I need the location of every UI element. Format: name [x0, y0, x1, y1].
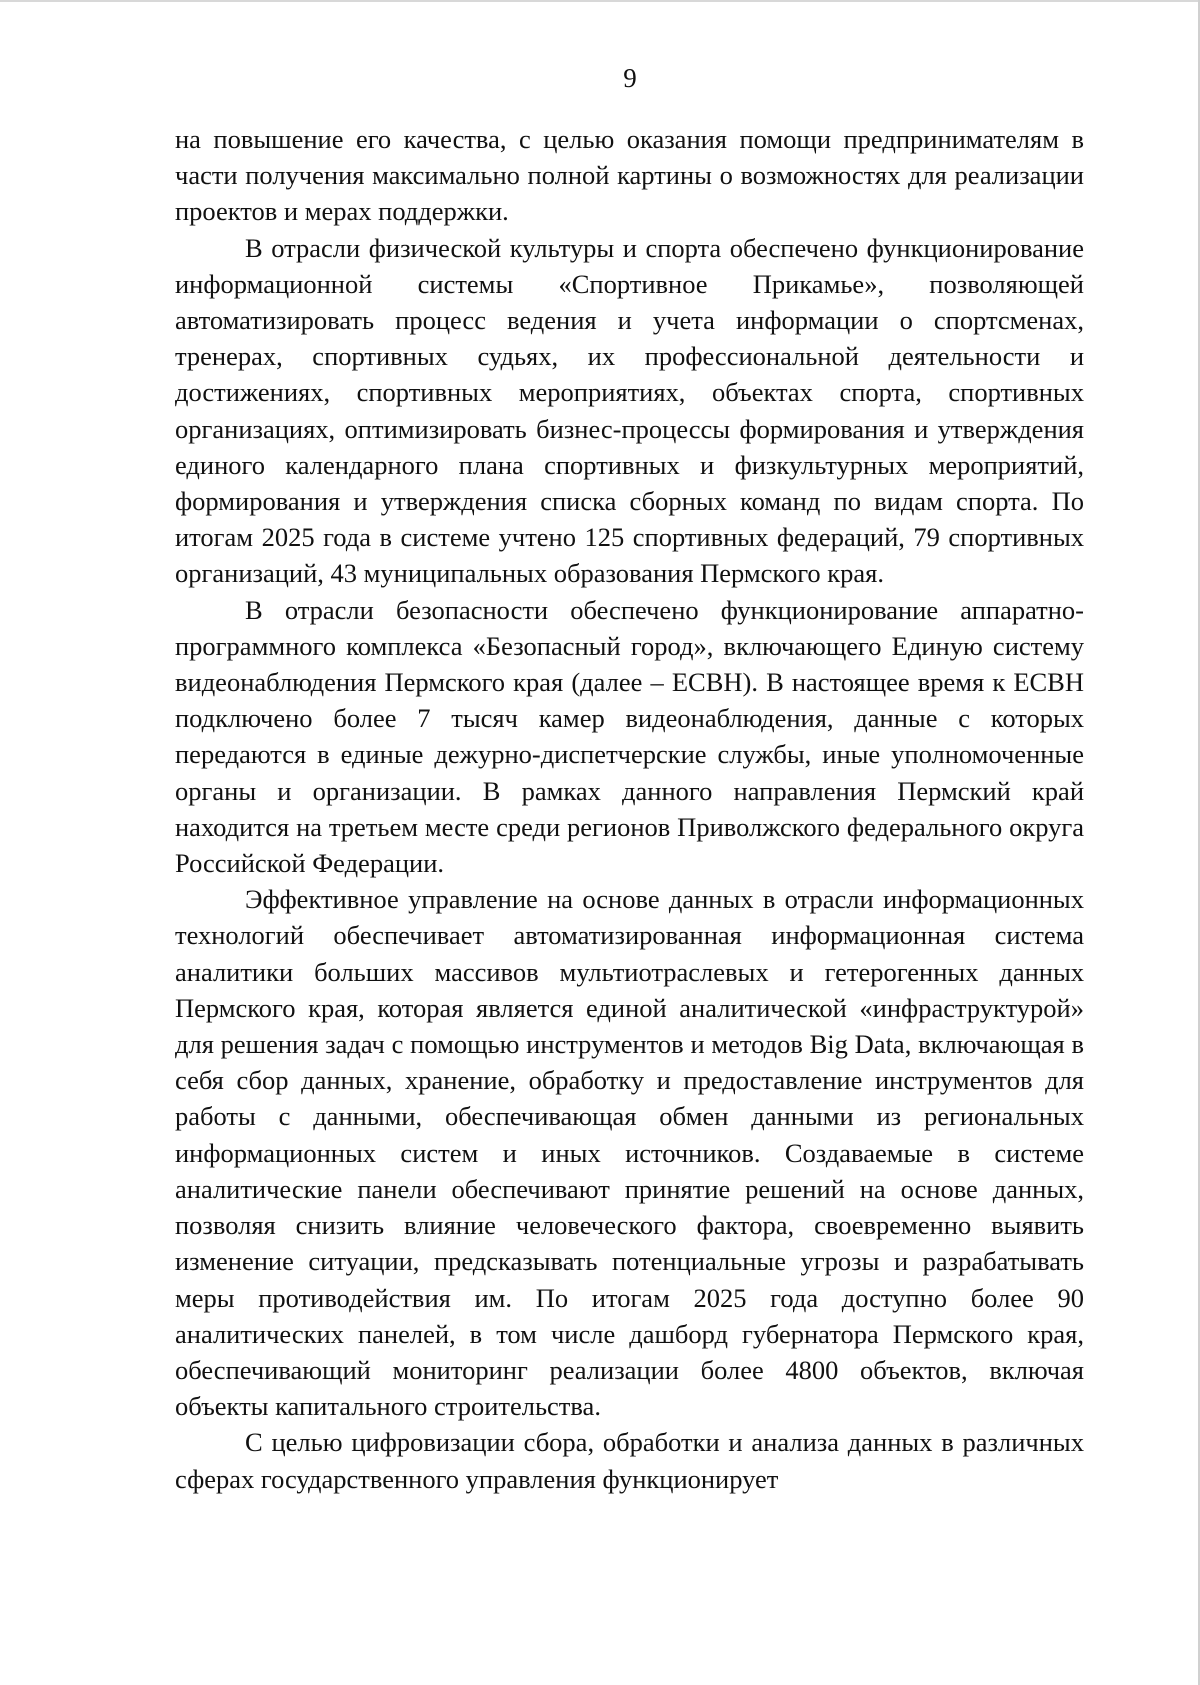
scan-edge-top [0, 0, 1200, 2]
paragraph-continuation: на повышение его качества, с целью оказания помощи предпринимателям в части получения максимально полной картины о возможностях для реализации проектов и мерах поддержки. [175, 124, 1084, 227]
paragraph-security: В отрасли безопасности обеспечено функционирование аппаратно-программного комплекса «Безопасный город», включающего Единую систему видеонаблюдения Пермского края (далее – ЕСВН). В настоящее время к ЕСВН подключено более 7 тысяч камер видеонаблюдения, данные с которых передаются в единые дежурно-диспетчерские службы, иные уполномоченные органы и организации. В рамках данного направления Пермский край находится на третьем месте среди регионов Приволжского федерального округа Российской Федерации. [175, 594, 1084, 879]
paragraph-big-data: Эффективное управление на основе данных в отрасли информационных технологий обеспечивает автоматизированная информационная система аналитики больших массивов мультиотраслевых и гетерогенных данных Пермского края, которая является единой аналитической «инфраструктурой» для решения задач с помощью инструментов и методов Big Data, включающая в себя сбор данных, хранение, обработку и предоставление инструментов для работы с данными, обеспечивающая обмен данными из региональных информационных систем и иных источников. Создаваемые в системе аналитические панели обеспечивают принятие решений на основе данных, позволяя снизить влияние человеческого фактора, своевременно выявить изменение ситуации, предсказывать потенциальные угрозы и разрабатывать меры противодействия им. По итогам 2025 года доступно более 90 аналитических панелей, в том числе дашборд губернатора Пермского края, обеспечивающий мониторинг реализации более 4800 объектов, включая объекты капитального строительства. [175, 884, 1084, 1422]
paragraph-digitalization: С целью цифровизации сбора, обработки и анализа данных в различных сферах государственного управления функционирует [175, 1427, 1084, 1494]
page-number: 9 [623, 63, 637, 93]
body-text [175, 121, 1084, 1497]
paragraph-sport: В отрасли физической культуры и спорта обеспечено функционирование информационной системы «Спортивное Прикамье», позволяющей автоматизировать процесс ведения и учета информации о спортсменах, тренерах, спортивных судьях, их профессиональной деятельности и достижениях, спортивных мероприятиях, объектах спорта, спортивных организациях, оптимизировать бизнес-процессы формирования и утверждения единого календарного плана спортивных и физкультурных мероприятий, формирования и утверждения списка сборных команд по видам спорта. По итогам 2025 года в системе учтено 125 спортивных федераций, 79 спортивных организаций, 43 муниципальных образования Пермского края. [175, 232, 1084, 589]
